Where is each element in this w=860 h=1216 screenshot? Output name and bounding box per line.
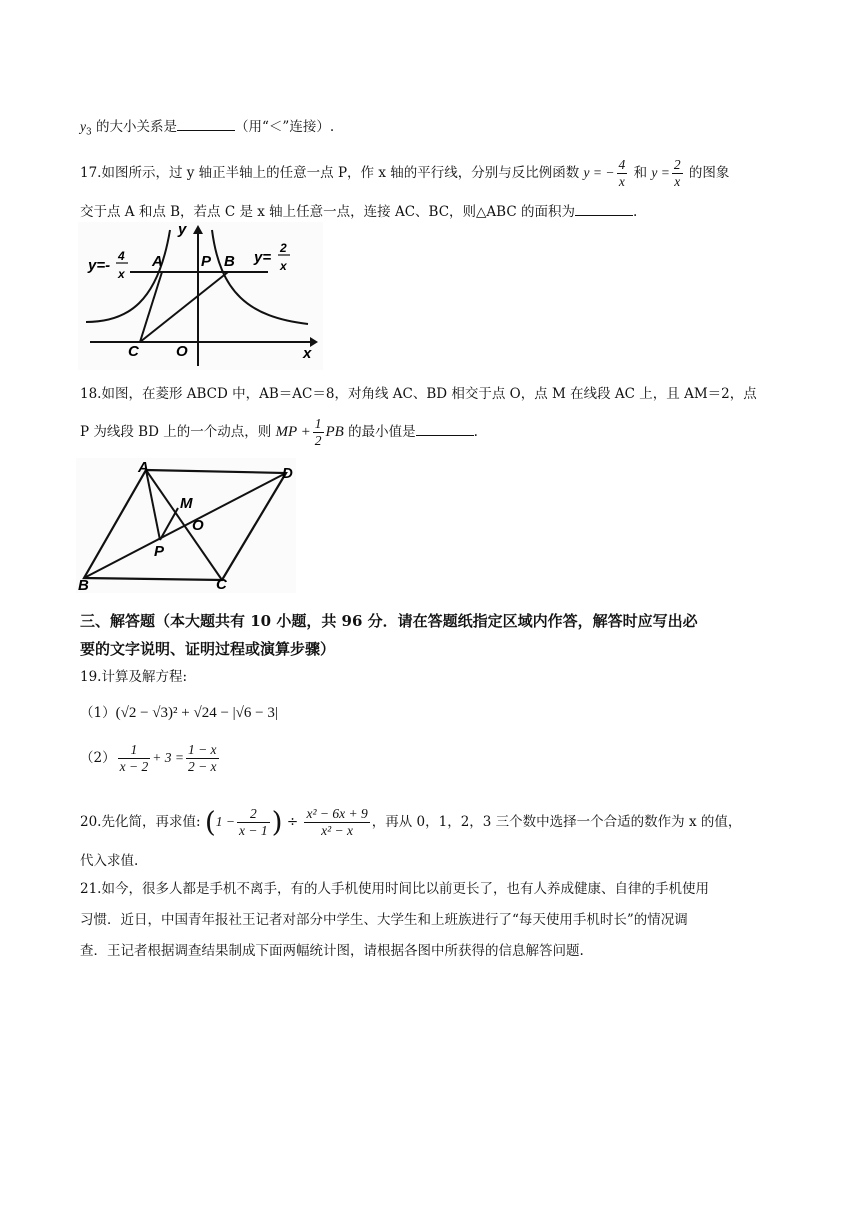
q18-expr-b: PB (325, 424, 344, 440)
label-right-den: x (280, 259, 287, 273)
q20-left-paren: ( (204, 805, 216, 839)
q19-p1-expression: (√2 − √3)² + √24 − |√6 − 3| (115, 705, 278, 721)
label-left-func: y=- (88, 257, 111, 274)
answer-blank[interactable] (177, 116, 235, 131)
answer-blank[interactable] (416, 421, 474, 436)
label-x-axis: x (303, 345, 312, 362)
q19-p2-f2-den: 2 − x (187, 759, 217, 774)
q19-p2-f1-den: x − 2 (119, 759, 149, 774)
section3-heading-line2: 要的文字说明、证明过程或演算步骤） (80, 640, 336, 658)
q18-line2-text: P 为线段 BD 上的一个动点，则 (80, 424, 272, 440)
q20-lead: 20.先化简，再求值: (80, 814, 201, 830)
label-b: B (224, 253, 235, 270)
q18-line1 (80, 384, 757, 404)
q19-part2 (80, 742, 221, 775)
q17-f2-fraction (672, 157, 683, 190)
label-d: D (282, 465, 293, 482)
label-b: B (78, 577, 89, 593)
q17-f1-lhs: y = − (583, 165, 615, 180)
y3-tail: （用“＜”连接）. (235, 119, 335, 135)
label-left-den: x (118, 267, 125, 281)
q19-p1-label: （1） (80, 705, 116, 721)
q17-f1-num: 4 (618, 157, 626, 172)
q20-tail: ，再从 0，1，2，3 三个数中选择一个合适的数作为 x 的值， (371, 814, 742, 830)
q20-one-minus: 1 − (215, 814, 236, 829)
q17-f2-den: x (674, 174, 681, 189)
y3-comparison-line (80, 116, 334, 143)
q20-f1-den: x − 1 (239, 823, 268, 838)
q19-p2-f1-num: 1 (118, 742, 151, 759)
q20-fraction1 (237, 806, 270, 839)
q19-part1 (80, 703, 278, 723)
q17-f2-lhs: y = (651, 165, 670, 180)
q17-f1-fraction (617, 157, 628, 190)
q20-f2-den: x² − x (321, 823, 354, 838)
q18-rhombus-figure (76, 458, 296, 593)
q20-right-paren: ) (271, 805, 283, 839)
q21-line3: 查．王记者根据调查结果制成下面两幅统计图，请根据各图中所获得的信息解答问题. (80, 943, 584, 959)
q17-line2 (80, 201, 637, 222)
q19-p2-fraction1 (118, 742, 151, 775)
q17-f2-num: 2 (673, 157, 681, 172)
q17-and: 和 (633, 165, 648, 181)
q17-f1-den: x (618, 174, 625, 189)
label-o: O (176, 343, 188, 360)
y3-subscript: 3 (86, 127, 92, 138)
label-m: M (180, 495, 193, 512)
q18-fraction (313, 416, 324, 449)
q17-line2-tail: . (632, 204, 638, 220)
q18-expr-a: MP + (275, 424, 311, 440)
q21-line2: 习惯．近日，中国青年报社王记者对部分中学生、大学生和上班族进行了“每天使用手机时长”的情况调 (80, 912, 688, 928)
q20-fraction2 (304, 806, 369, 839)
q17-line2-text: 交于点 A 和点 B，若点 C 是 x 轴上任意一点，连接 AC、BC，则△ABC 的面积为 (80, 204, 575, 220)
q17-line1-text: 17.如图所示，过 y 轴正半轴上的任意一点 P，作 x 轴的平行线，分别与反比例函数 (80, 165, 580, 181)
label-c: C (216, 576, 227, 593)
q18-frac-num: 1 (314, 416, 322, 431)
label-a: A (152, 253, 163, 270)
y3-variable: y (80, 119, 86, 134)
q20-line1 (80, 806, 741, 839)
q19-p2-label: （2） (80, 750, 116, 766)
label-a: A (138, 459, 149, 476)
section3-heading-line1: 三、解答题（本大题共有 10 小题，共 96 分．请在答题纸指定区域内作答，解答时应写出必 (80, 612, 698, 630)
label-right-num: 2 (280, 241, 287, 255)
label-left-num: 4 (118, 249, 125, 263)
q18-line2-tail: 的最小值是 (348, 424, 416, 440)
label-o: O (192, 517, 204, 534)
q18-line2 (80, 416, 478, 449)
q18-frac-den: 2 (314, 433, 322, 448)
q19-p2-f2-num: 1 − x (187, 742, 217, 757)
label-c: C (128, 343, 139, 360)
q20-line2: 代入求值. (80, 853, 139, 869)
label-p: P (154, 543, 165, 560)
q17-line1 (80, 157, 729, 190)
q20-f1-num: 2 (237, 806, 270, 823)
q20-f2-num: x² − 6x + 9 (306, 806, 368, 821)
y3-text: 的大小关系是 (96, 119, 178, 135)
q17-line1-tail: 的图象 (688, 165, 730, 181)
label-right-func: y= (254, 249, 272, 266)
answer-blank[interactable] (575, 201, 633, 216)
q20-div: ÷ (286, 814, 299, 830)
q17-graph-figure (78, 222, 323, 370)
q18-line1-text: 18.如图，在菱形 ABCD 中，AB＝AC＝8，对角线 AC、BD 相交于点 O，点 M 在线段 AC 上，且 AM＝2，点 (80, 386, 757, 402)
q21-line1: 21.如今，很多人都是手机不离手，有的人手机使用时间比以前更长了，也有人养成健康、自律的手机使用 (80, 881, 709, 897)
q19-p2-mid: + 3 = (152, 750, 184, 765)
q19-title: 19.计算及解方程: (80, 669, 188, 685)
q18-end: . (473, 424, 478, 440)
q19-p2-fraction2 (186, 742, 219, 775)
label-p: P (201, 253, 212, 270)
label-y-axis: y (178, 222, 187, 238)
